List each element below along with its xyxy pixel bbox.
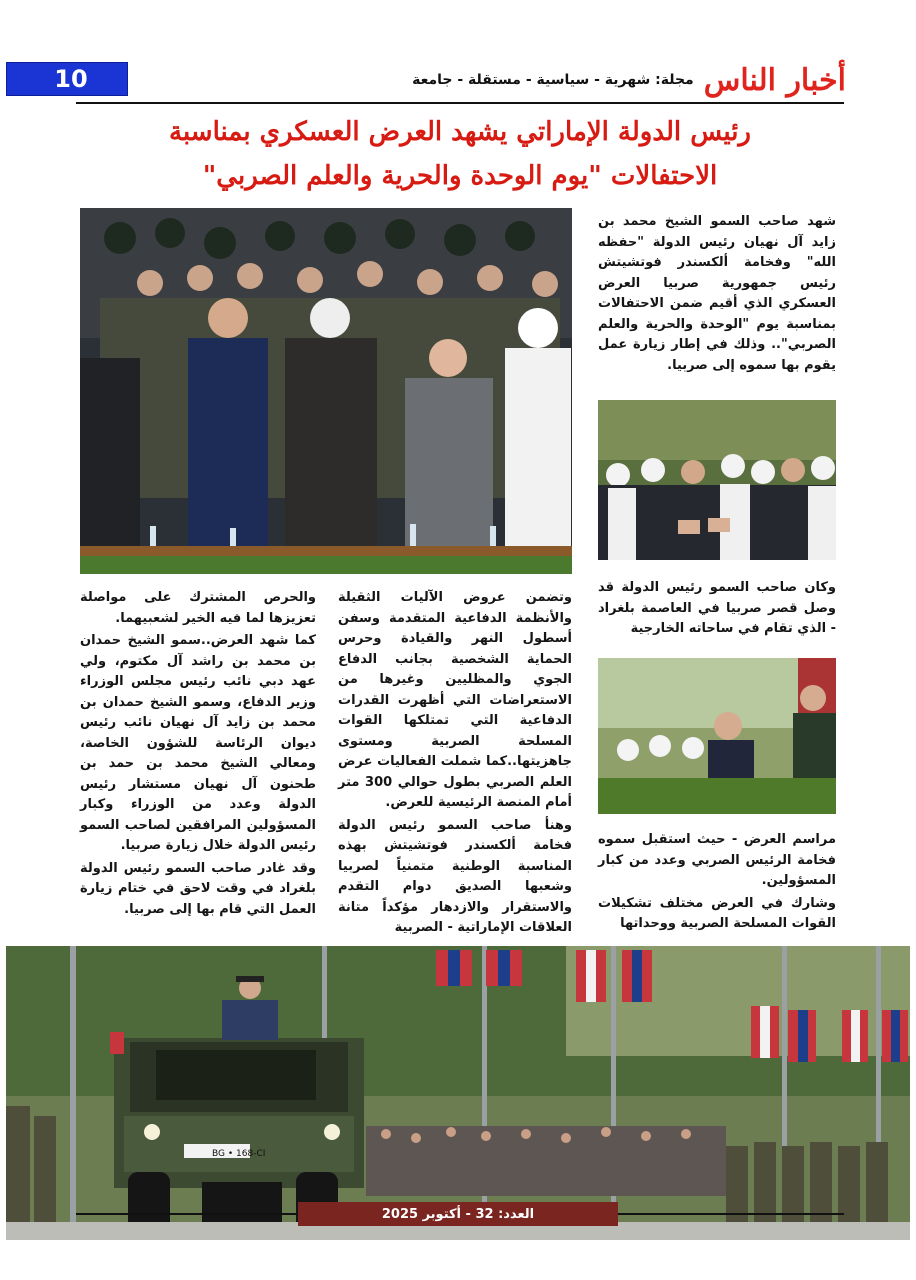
headline-line-2: الاحتفالات "يوم الوحدة والحرية والعلم الصربي" xyxy=(202,161,718,191)
magazine-description: مجلة: شهرية - سياسية - مستقلة - جامعة xyxy=(412,72,694,88)
paragraph: شهد صاحب السمو الشيخ محمد بن زايد آل نهيان رئيس الدولة "حفظه الله" وفخامة ألكسندر فوتشيتش رئيس جمهورية صربيا العرض العسكري الذي أقيم ضمن الاحتفالات بمناسبة يوم "الوحدة والحرية والعلم الصربي".. وذلك في إطار زيارة عمل يقوم بها سموه إلى صربيا. xyxy=(598,214,836,373)
masthead xyxy=(412,60,846,100)
issue-label: العدد: 32 - أكتوبر 2025 xyxy=(298,1202,618,1226)
paragraph: وقد غادر صاحب السمو رئيس الدولة بلغراد في وقت لاحق في ختام زيارة العمل التي قام بها إلى صربيا. xyxy=(80,860,316,917)
magazine-name: أخبار الناس xyxy=(703,62,846,98)
photo-reception-ceremony xyxy=(598,658,836,814)
page-number: 10 xyxy=(6,62,128,96)
vehicle-plate: BG • 168-CI xyxy=(212,1149,266,1159)
headline-line-1: رئيس الدولة الإماراتي يشهد العرض العسكري بمناسبة xyxy=(169,117,751,147)
middle-column xyxy=(338,588,572,941)
parade-photo xyxy=(6,946,910,1240)
right-column-arrival xyxy=(598,578,836,642)
paragraph: وهنأ صاحب السمو رئيس الدولة فخامة ألكسندر فوتشيتش بهذه المناسبة الوطنية متمنياً لصربيا وشعبها الصديق دوام التقدم والاستقرار والازدهار مؤكداً متانة العلاقات الإماراتية - الصربية xyxy=(338,817,572,935)
photo-officials-applauding xyxy=(598,400,836,560)
paragraph: وشارك في العرض مختلف تشكيلات القوات المسلحة الصربية ووحداتها xyxy=(598,895,836,931)
right-column-reception xyxy=(598,830,836,937)
paragraph: مراسم العرض - حيث استقبل سموه فخامة الرئيس الصربي وعدد من كبار المسؤولين. xyxy=(598,832,836,888)
paragraph: كما شهد العرض..سمو الشيخ حمدان بن محمد بن راشد آل مكتوم، ولي عهد دبي نائب رئيس مجلس الوزراء وزير الدفاع، وسمو الشيخ حمدان بن محمد بن زايد آل نهيان نائب رئيس ديوان الرئاسة للشؤون الخاصة، ومعالي الشيخ محمد بن حمد بن طحنون آل نهيان مستشار رئيس الدولة وعدد من الوزراء وكبار المسؤولين المرافقين لصاحب السمو رئيس الدولة خلال زيارة صربيا. xyxy=(80,633,316,853)
right-column-intro xyxy=(598,212,836,378)
left-column xyxy=(80,588,316,922)
main-photo-officials xyxy=(80,208,572,574)
paragraph: وكان صاحب السمو رئيس الدولة قد وصل قصر صربيا في العاصمة بلغراد - الذي تقام في ساحاته الخارجية xyxy=(598,580,836,636)
paragraph: والحرص المشترك على مواصلة تعزيزها لما فيه الخير لشعبيهما. xyxy=(80,590,316,626)
footer-divider-right xyxy=(618,1213,844,1215)
paragraph: وتضمن عروض الآليات الثقيلة والأنظمة الدفاعية المتقدمة وسفن أسطول النهر والقيادة وحرس الحماية الشخصية بجانب الدفاع الجوي والمظليين وغيرها من الاستعراضات التي أظهرت القدرات الدفاعية التي تمتلكها القوات المسلحة الصربية ومستوى جاهزيتها..كما شملت الفعاليات عرض العلم الصربي بطول حوالي 300 متر أمام المنصة الرئيسية للعرض. xyxy=(338,590,572,810)
article-headline xyxy=(80,110,840,198)
header-divider xyxy=(76,102,844,104)
footer-divider-left xyxy=(76,1213,298,1215)
